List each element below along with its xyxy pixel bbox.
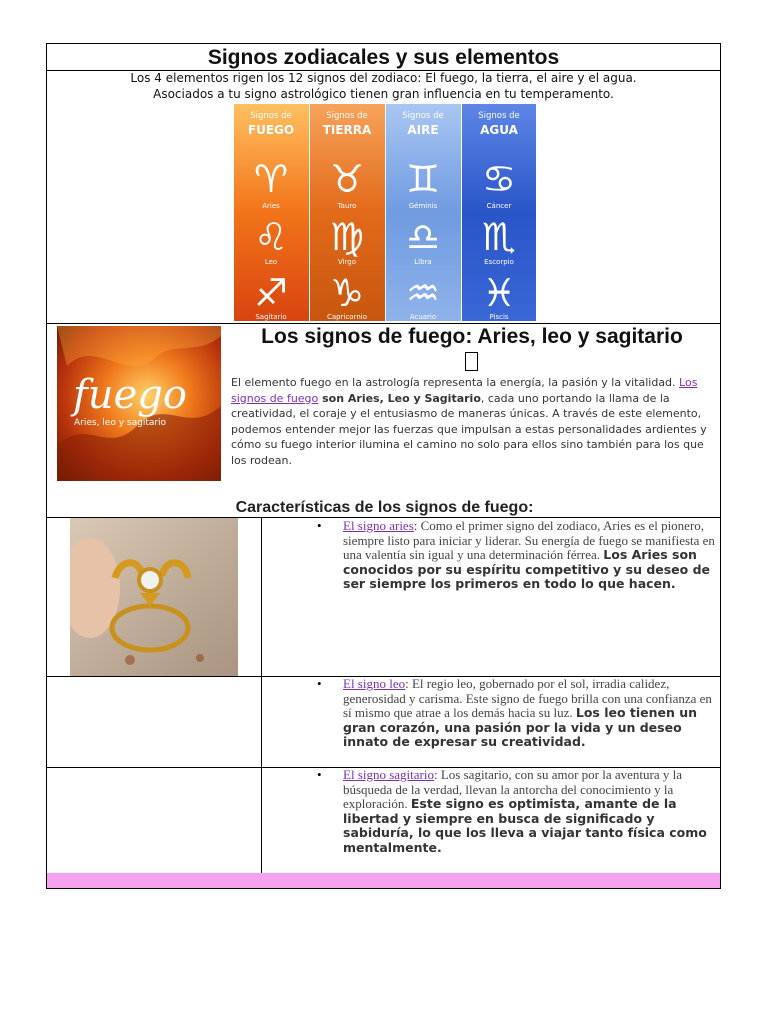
aries-link[interactable]: El signo aries bbox=[343, 518, 414, 533]
paragraph-bold: son Aries, Leo y Sagitario bbox=[318, 391, 481, 405]
column-divider bbox=[261, 517, 262, 873]
list-item bbox=[317, 676, 715, 750]
sign-label: Capricornio bbox=[327, 313, 367, 321]
sign-label: Virgo bbox=[337, 258, 357, 266]
fire-image-word: fuego bbox=[73, 372, 187, 418]
air-top: Signos de bbox=[402, 111, 444, 121]
fire-image-caption: Aries, leo y sagitario bbox=[74, 418, 167, 428]
leo-icon: ♌ bbox=[253, 215, 289, 259]
scorpio-icon: ♏ bbox=[481, 215, 517, 259]
list-item bbox=[317, 518, 715, 592]
section-paragraph bbox=[231, 375, 707, 469]
earth-name: TIERRA bbox=[322, 123, 372, 137]
section-heading: Los signos de fuego: Aries, leo y sagitario bbox=[261, 325, 683, 348]
sign-label: Tauro bbox=[337, 202, 357, 210]
zodiac-elements-image bbox=[234, 104, 536, 321]
sagittarius-icon: ♐ bbox=[253, 271, 289, 315]
sign-label: Piscis bbox=[489, 313, 509, 321]
bullet: • bbox=[317, 676, 322, 691]
bullet: • bbox=[317, 518, 322, 533]
taurus-icon: ♉ bbox=[329, 157, 365, 201]
characteristics-heading: Características de los signos de fuego: bbox=[235, 499, 534, 516]
leo-link[interactable]: El signo leo bbox=[343, 676, 406, 691]
ring-image bbox=[70, 518, 238, 676]
sign-label: Acuario bbox=[409, 313, 437, 321]
aries-icon: ♈ bbox=[253, 157, 289, 201]
intro-line-2: Asociados a tu signo astrológico tienen gran influencia en tu temperamento. bbox=[153, 87, 614, 101]
item-text: : Como el primer signo del zodiaco, Aries es el pionero, siempre listo para iniciar y liderar. Su energía de fuego se manifiesta en una valentía sin igual y una determinación férrea. bbox=[343, 518, 715, 562]
sagittarius-link[interactable]: El signo sagitario bbox=[343, 767, 434, 782]
water-top: Signos de bbox=[478, 111, 520, 121]
sign-label: Cáncer bbox=[486, 202, 512, 210]
sign-label: Géminis bbox=[408, 202, 438, 210]
fire-top: Signos de bbox=[250, 111, 292, 121]
bullet: • bbox=[317, 767, 322, 782]
gemini-icon: ♊ bbox=[405, 157, 441, 201]
footer-bar bbox=[47, 873, 720, 888]
fire-signs-link[interactable]: Los signos de fuego bbox=[231, 376, 698, 405]
fire-name: FUEGO bbox=[247, 123, 295, 137]
document-table bbox=[46, 43, 721, 889]
intro-text bbox=[47, 70, 720, 102]
item-text: : Los sagitario, con su amor por la aventura y la búsqueda de la verdad, llevan la antorcha del conocimiento y la exploración. bbox=[343, 767, 683, 811]
cancer-icon: ♋ bbox=[481, 157, 517, 201]
libra-icon: ♎ bbox=[405, 215, 441, 259]
aquarius-icon: ♒ bbox=[405, 271, 441, 315]
paragraph-text: El elemento fuego en la astrología representa la energía, la pasión y la vitalidad. bbox=[231, 376, 680, 389]
capricorn-icon: ♑ bbox=[329, 271, 365, 315]
earth-top: Signos de bbox=[326, 111, 368, 121]
water-name: AGUA bbox=[480, 123, 518, 137]
item-bold: Este signo es optimista, amante de la libertad y siempre en busca de significado y sabiduría, lo que los lleva a viajar tanto física como mentalmente. bbox=[343, 796, 707, 855]
sign-label: Libra bbox=[414, 258, 432, 266]
page-title: Signos zodiacales y sus elementos bbox=[207, 46, 560, 69]
list-item bbox=[317, 767, 715, 855]
sign-label: Sagitario bbox=[255, 313, 287, 321]
sign-label: Leo bbox=[264, 258, 278, 266]
virgo-icon: ♍ bbox=[329, 215, 365, 259]
missing-glyph-icon bbox=[465, 352, 478, 371]
paragraph-text: , cada uno portando la llama de la creatividad, el coraje y el entusiasmo de maneras únicas. A través de este elemento, podemos entender mejor las fuerzas que impulsan a estas personalidades ardientes y cómo su fuego interior ilumina el camino no solo para ellos sino también para los que los rodean. bbox=[231, 391, 707, 467]
item-bold: Los Aries son conocidos por su espíritu competitivo y su deseo de ser siempre los primeros en todo lo que hacen. bbox=[343, 547, 711, 591]
air-name: AIRE bbox=[407, 123, 439, 137]
sign-label: Aries bbox=[262, 202, 280, 210]
item-text: : El regio leo, gobernado por el sol, irradia calidez, generosidad y carisma. Este signo de fuego brilla con una confianza en sí mismo que atrae a los demás hacia su luz. bbox=[343, 676, 712, 720]
sign-label: Escorpio bbox=[484, 258, 514, 266]
fire-image bbox=[57, 326, 221, 481]
intro-line-1: Los 4 elementos rigen los 12 signos del zodiaco: El fuego, la tierra, el aire y el agua. bbox=[130, 71, 637, 85]
pisces-icon: ♓ bbox=[481, 271, 517, 315]
item-bold: Los leo tienen un gran corazón, una pasión por la vida y un deseo innato de expresar su creatividad. bbox=[343, 705, 698, 749]
